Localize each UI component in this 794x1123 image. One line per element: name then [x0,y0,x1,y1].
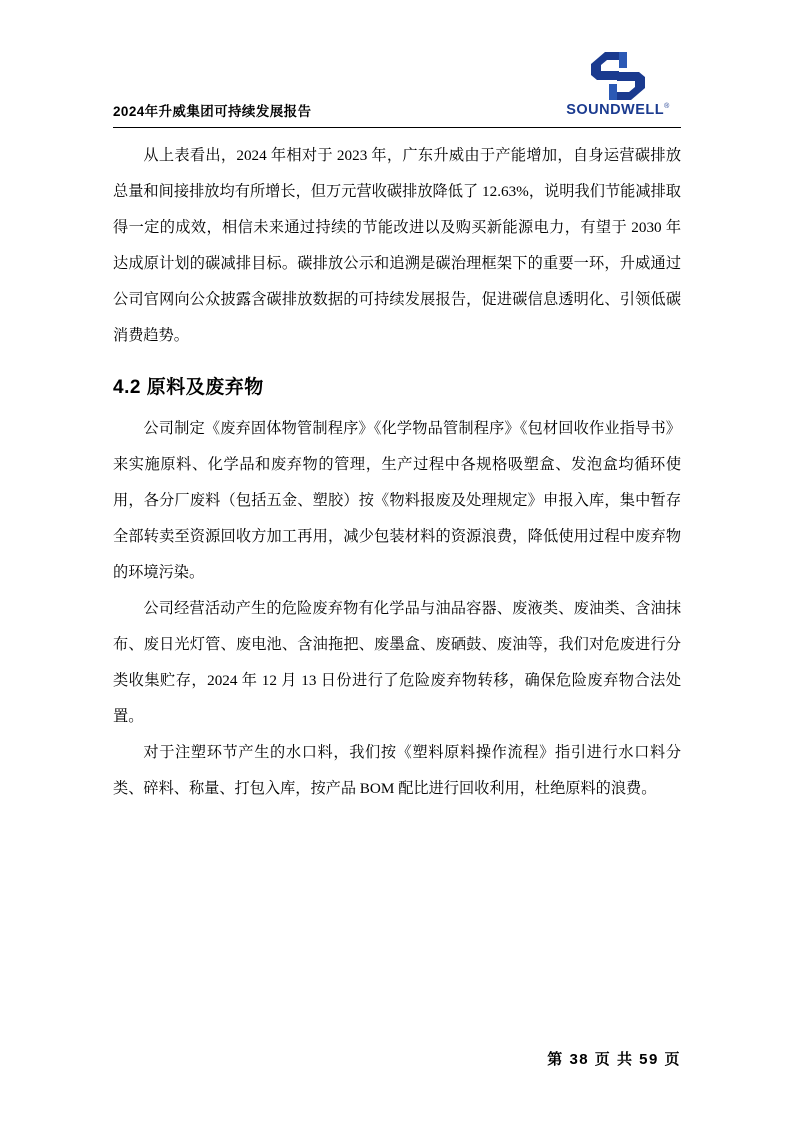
paragraph-sprue-recycling: 对于注塑环节产生的水口料，我们按《塑料原料操作流程》指引进行水口料分类、碎料、称量、打包入库，按产品 BOM 配比进行回收利用，杜绝原料的浪费。 [113,744,681,797]
page-footer [113,1048,681,1069]
page-content [113,138,681,807]
header-title: 2024年升威集团可持续发展报告 [113,104,312,119]
page-number-label: 第 38 页 共 59 页 [547,1051,681,1068]
soundwell-logo [555,50,681,122]
paragraph-materials-management: 公司制定《废弃固体物管制程序》《化学物品管制程序》《包材回收作业指导书》来实施原料、化学品和废弃物的管理，生产过程中各规格吸塑盒、发泡盒均循环使用，各分厂废料（包括五金、塑胶）按《物料报废及处理规定》申报入库，集中暂存全部转卖至资源回收方加工再用，减少包装材料的资源浪费，降低使用过程中废弃物的环境污染。 [113,420,681,581]
registered-mark: ® [664,103,670,111]
paragraph-hazardous-waste: 公司经营活动产生的危险废弃物有化学品与油品容器、废液类、废油类、含油抹布、废日光灯管、废电池、含油拖把、废墨盒、废硒鼓、废油等，我们对危废进行分类收集贮存，2024 年 12 月 13 日份进行了危险废弃物转移，确保危险废弃物合法处置。 [113,600,681,725]
logo-wordmark-text: SOUNDWELL [566,102,665,118]
logo-mark-icon [589,50,647,102]
paragraph-intro: 从上表看出，2024 年相对于 2023 年，广东升威由于产能增加，自身运营碳排放总量和间接排放均有所增长，但万元营收碳排放降低了 12.63%，说明我们节能减排取得一定的成效，相信未来通过持续的节能改进以及购买新能源电力，有望于 2030 年达成原计划的碳减排目标。碳排放公示和追溯是碳治理框架下的重要一环，升威通过公司官网向公众披露含碳排放数据的可持续发展报告，促进碳信息透明化、引领低碳消费趋势。 [113,147,681,344]
page-header [113,50,681,128]
logo-wordmark [555,102,681,118]
section-heading-4-2: 4.2 原料及废弃物 [113,377,264,398]
header-divider [113,127,681,128]
